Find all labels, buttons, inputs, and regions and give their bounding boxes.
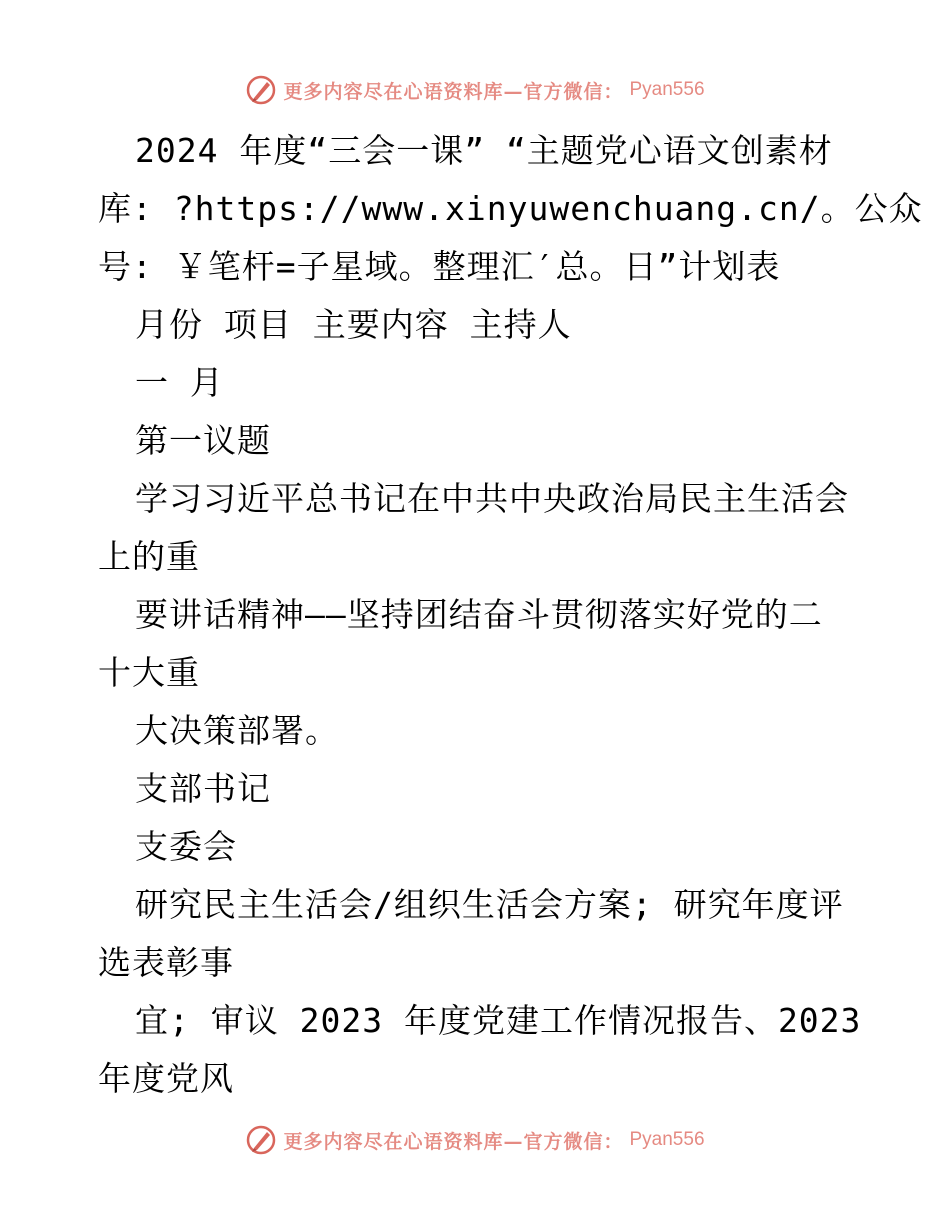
month-label: 一 月 bbox=[135, 363, 224, 402]
host-label: 支部书记 bbox=[135, 769, 271, 808]
text-line: 研究民主生活会/组织生活会方案; 研究年度评 bbox=[135, 885, 844, 924]
project-label: 第一议题 bbox=[135, 421, 271, 460]
text-line: 2024 年度“三会一课” “主题党心语文创素材 bbox=[135, 131, 833, 170]
text-line: 年度党风 bbox=[98, 1059, 234, 1098]
project-label: 支委会 bbox=[135, 827, 237, 866]
text-line: 号: ￥笔杆=子星域。整理汇′总。日”计划表 bbox=[98, 247, 781, 286]
watermark-text: 更多内容尽在心语资料库—官方微信： bbox=[283, 1130, 624, 1153]
document-body bbox=[98, 122, 923, 1108]
watermark-header bbox=[0, 70, 950, 110]
watermark-text: 更多内容尽在心语资料库—官方微信： bbox=[283, 80, 624, 103]
text-line: 上的重 bbox=[98, 537, 200, 576]
table-header-line: 月份 项目 主要内容 主持人 bbox=[135, 305, 572, 344]
text-line: 宜; 审议 2023 年度党建工作情况报告、2023 bbox=[135, 1001, 862, 1040]
text-line: 大决策部署。 bbox=[135, 711, 339, 750]
watermark-footer bbox=[0, 1120, 950, 1160]
text-line: 学习习近平总书记在中共中央政治局民主生活会 bbox=[135, 479, 849, 518]
quill-pen-icon bbox=[245, 1124, 277, 1156]
text-line: 要讲话精神——坚持团结奋斗贯彻落实好党的二 bbox=[135, 595, 823, 634]
watermark-contact: Pyan556 bbox=[629, 79, 705, 100]
quill-pen-icon bbox=[245, 74, 277, 106]
text-line: 库: ?https://www.xinyuwenchuang.cn/。公众 bbox=[98, 189, 923, 228]
text-line: 选表彰事 bbox=[98, 943, 234, 982]
text-line: 十大重 bbox=[98, 653, 200, 692]
watermark-contact: Pyan556 bbox=[629, 1129, 705, 1150]
